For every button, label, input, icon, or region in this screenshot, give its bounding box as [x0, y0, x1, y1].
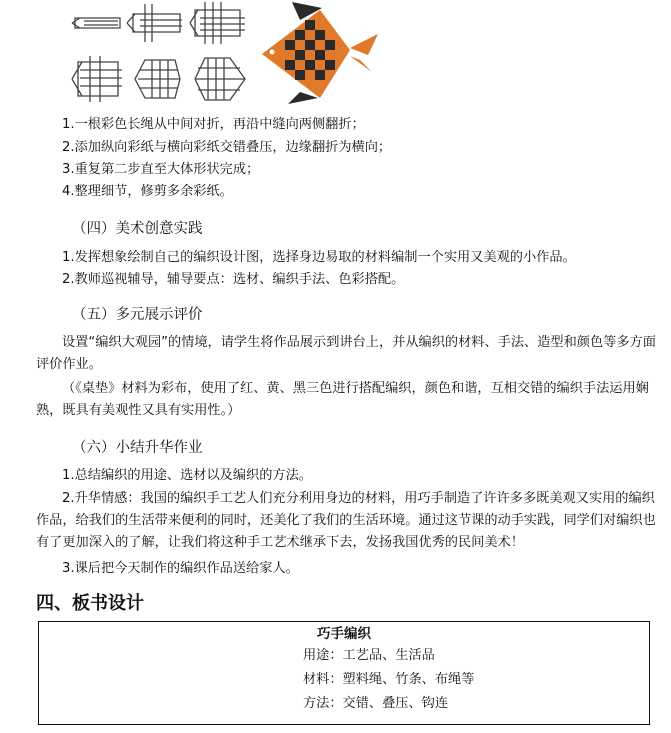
- step-line-1: 1.一根彩色长绳从中间对折，再沿中缝向两侧翻折；: [62, 117, 365, 132]
- step-diagrams: [72, 2, 245, 102]
- section-5-heading: （五）多元展示评价: [72, 307, 203, 323]
- step-line-4: 4.整理细节，修剪多余彩纸。: [62, 184, 233, 199]
- board-title: 巧手编织: [317, 626, 371, 642]
- fish-eye: [270, 50, 275, 55]
- step-diagram-1: [72, 18, 120, 28]
- weaving-steps-figure: [0, 0, 671, 110]
- board-row-materials: 材料：塑料绳、竹条、布绳等: [303, 672, 475, 687]
- section-6-item-1: 1.总结编织的用途、选材以及编织的方法。: [62, 468, 312, 483]
- section-5-paragraph-1: 设置“编织大观园”的情境，请学生将作品展示到讲台上，并从编织的材料、手法、造型和颜色等多方面评价作业。: [36, 335, 656, 372]
- board-design-box: [38, 621, 650, 725]
- step-diagram-2: [127, 4, 182, 42]
- section-4-item-2: 2.教师巡视辅导，辅导要点：选材、编织手法、色彩搭配。: [62, 272, 405, 287]
- section-5-paragraph-2: （《桌垫》材料为彩布，使用了红、黄、黑三色进行搭配编织，颜色和谐，互相交错的编织手法运用娴熟，既具有美观性又具有实用性。）: [36, 381, 649, 418]
- section-6-item-2: 2.升华情感：我国的编织手工艺人们充分利用身边的材料，用巧手制造了许许多多既美观又实用的编织作品，给我们的生活带来便利的同时，还美化了我们的生活环境。通过这节课的动手实践，同学们对编织也有了更加深入的了解，让我们将这种手工艺术继承下去，发扬我国优秀的民间美术！: [36, 491, 656, 550]
- step-diagram-3: [190, 2, 245, 44]
- section-4-item-1: 1.发挥想象绘制自己的编织设计图，选择身边易取的材料编制一个实用又美观的小作品。: [62, 250, 576, 265]
- step-diagram-5: [135, 60, 180, 98]
- step-line-3: 3.重复第二步直至大体形状完成；: [62, 162, 260, 177]
- board-row-uses: 用途：工艺品、生活品: [303, 648, 435, 663]
- board-row-methods: 方法：交错、叠压、钩连: [303, 696, 449, 711]
- section-6-item-3: 3.课后把今天制作的编织作品送给家人。: [62, 561, 299, 576]
- step-diagram-6: [195, 58, 245, 100]
- board-design-heading: 四、板书设计: [36, 593, 144, 614]
- step-diagram-4: [72, 56, 122, 102]
- woven-fish-illustration: [262, 2, 378, 104]
- step-line-2: 2.添加纵向彩纸与横向彩纸交错叠压，边缘翻折为横向；: [62, 140, 392, 155]
- section-6-heading: （六）小结升华作业: [72, 440, 203, 456]
- section-4-heading: （四）美术创意实践: [72, 221, 203, 237]
